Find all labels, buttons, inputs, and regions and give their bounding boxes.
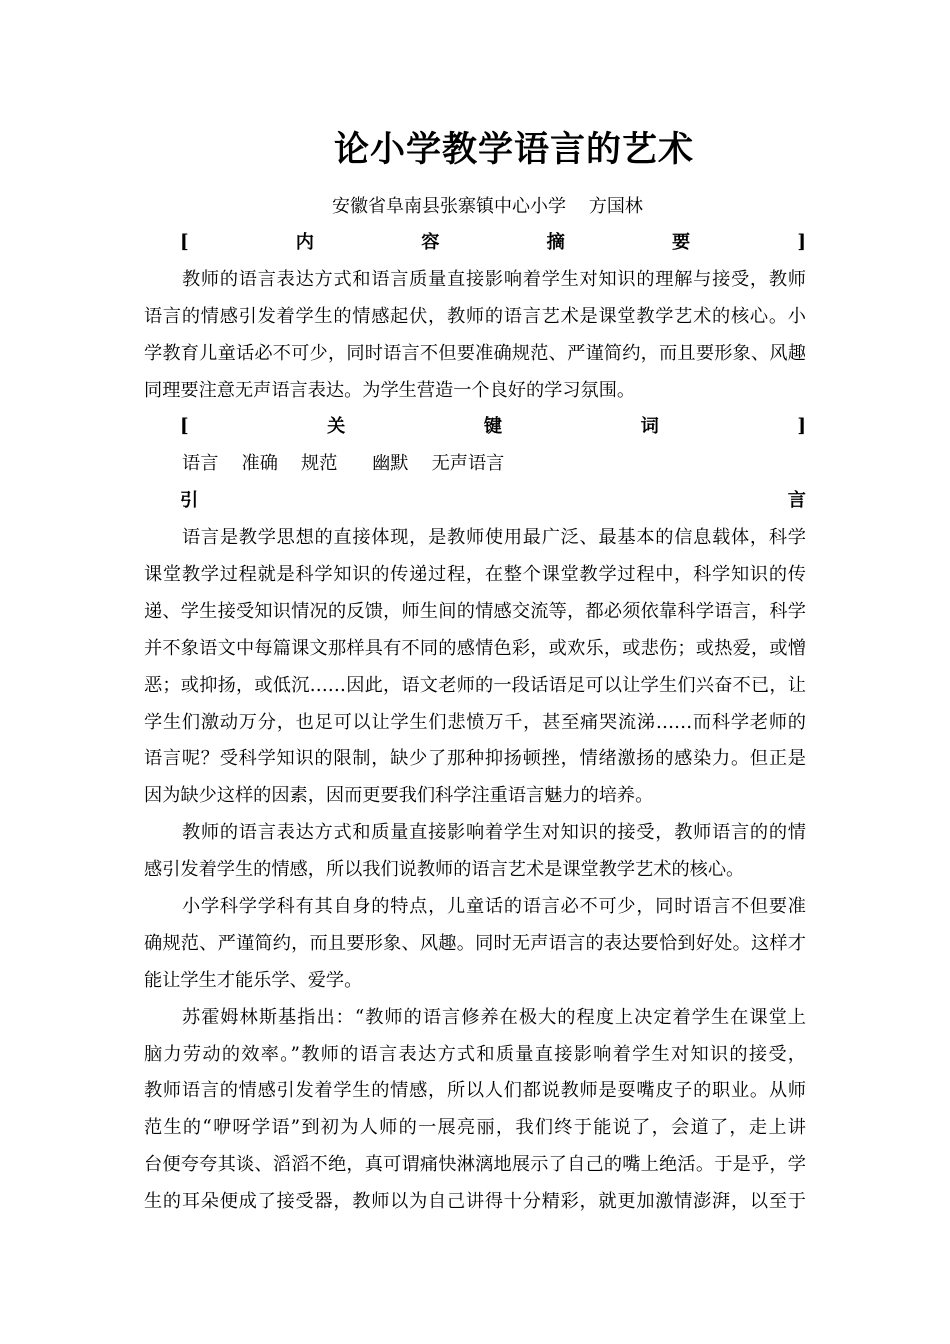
paragraph-line: 课堂教学过程就是科学知识的传递过程，在整个课堂教学过程中，科学知识的传 xyxy=(144,564,806,586)
intro-heading: 引言 xyxy=(180,490,806,512)
abstract-line: 教师的语言表达方式和语言质量直接影响着学生对知识的理解与接受，教师 xyxy=(182,268,806,290)
paragraph-line: 恶；或抑扬，或低沉……因此，语文老师的一段话语足可以让学生们兴奋不已，让 xyxy=(144,674,806,696)
author-line: 安徽省阜南县张寨镇中心小学 方国林 xyxy=(332,196,643,217)
abstract-line: 学教育儿童话必不可少，同时语言不但要准确规范、严谨简约，而且要形象、风趣 xyxy=(144,342,806,364)
paragraph-line: 语言是教学思想的直接体现，是教师使用最广泛、最基本的信息载体，科学 xyxy=(182,527,806,549)
paragraph-line: 教师语言的情感引发着学生的情感，所以人们都说教师是耍嘴皮子的职业。从师 xyxy=(144,1080,806,1102)
document-body xyxy=(144,225,806,1221)
paragraph-line: 并不象语文中每篇课文那样具有不同的感情色彩，或欢乐，或悲伤；或热爱，或憎 xyxy=(144,637,806,659)
paragraph-line: 台便夸夸其谈、滔滔不绝，真可谓痛快淋漓地展示了自己的嘴上绝活。于是乎，学 xyxy=(144,1154,806,1176)
paragraph-line: 语言呢？受科学知识的限制，缺少了那种抑扬顿挫，情绪激扬的感染力。但正是 xyxy=(144,748,806,770)
keywords-heading: [关键词] xyxy=(180,416,806,438)
abstract-heading: [内容摘要] xyxy=(180,232,806,253)
paragraph-line: 学生们激动万分，也足可以让学生们悲愤万千，甚至痛哭流涕……而科学老师的 xyxy=(144,711,806,733)
paragraph-line: 递、学生接受知识情况的反馈，师生间的情感交流等，都必须依靠科学语言，科学 xyxy=(144,600,806,622)
paragraph-line: 感引发着学生的情感，所以我们说教师的语言艺术是课堂教学艺术的核心。 xyxy=(144,859,745,881)
abstract-line: 语言的情感引发着学生的情感起伏，教师的语言艺术是课堂教学艺术的核心。小 xyxy=(144,305,806,327)
paragraph-line: 确规范、严谨简约，而且要形象、风趣。同时无声语言的表达要恰到好处。这样才 xyxy=(144,932,806,954)
paragraph-line: 脑力劳动的效率。”教师的语言表达方式和质量直接影响着学生对知识的接受， xyxy=(144,1043,806,1065)
document-title: 论小学教学语言的艺术 xyxy=(333,129,694,170)
paragraph-line: 苏霍姆林斯基指出：“教师的语言修养在极大的程度上决定着学生在课堂上 xyxy=(182,1006,806,1028)
paragraph-line: 范生的“咿呀学语”到初为人师的一展亮丽，我们终于能说了，会道了，走上讲 xyxy=(144,1117,806,1139)
paragraph-line: 教师的语言表达方式和质量直接影响着学生对知识的接受，教师语言的的情 xyxy=(182,822,806,844)
paragraph-line: 小学科学学科有其自身的特点，儿童话的语言必不可少，同时语言不但要准 xyxy=(182,896,806,918)
paragraph-line: 能让学生才能乐学、爱学。 xyxy=(144,969,363,991)
abstract-line: 同理要注意无声语言表达。为学生营造一个良好的学习氛围。 xyxy=(144,379,636,401)
keywords-line: 语言 准确 规范 幽默 无声语言 xyxy=(182,453,505,475)
paragraph-line: 因为缺少这样的因素，因而更要我们科学注重语言魅力的培养。 xyxy=(144,785,654,807)
paragraph-line: 生的耳朵便成了接受器，教师以为自己讲得十分精彩，就更加激情澎湃，以至于 xyxy=(144,1191,806,1213)
